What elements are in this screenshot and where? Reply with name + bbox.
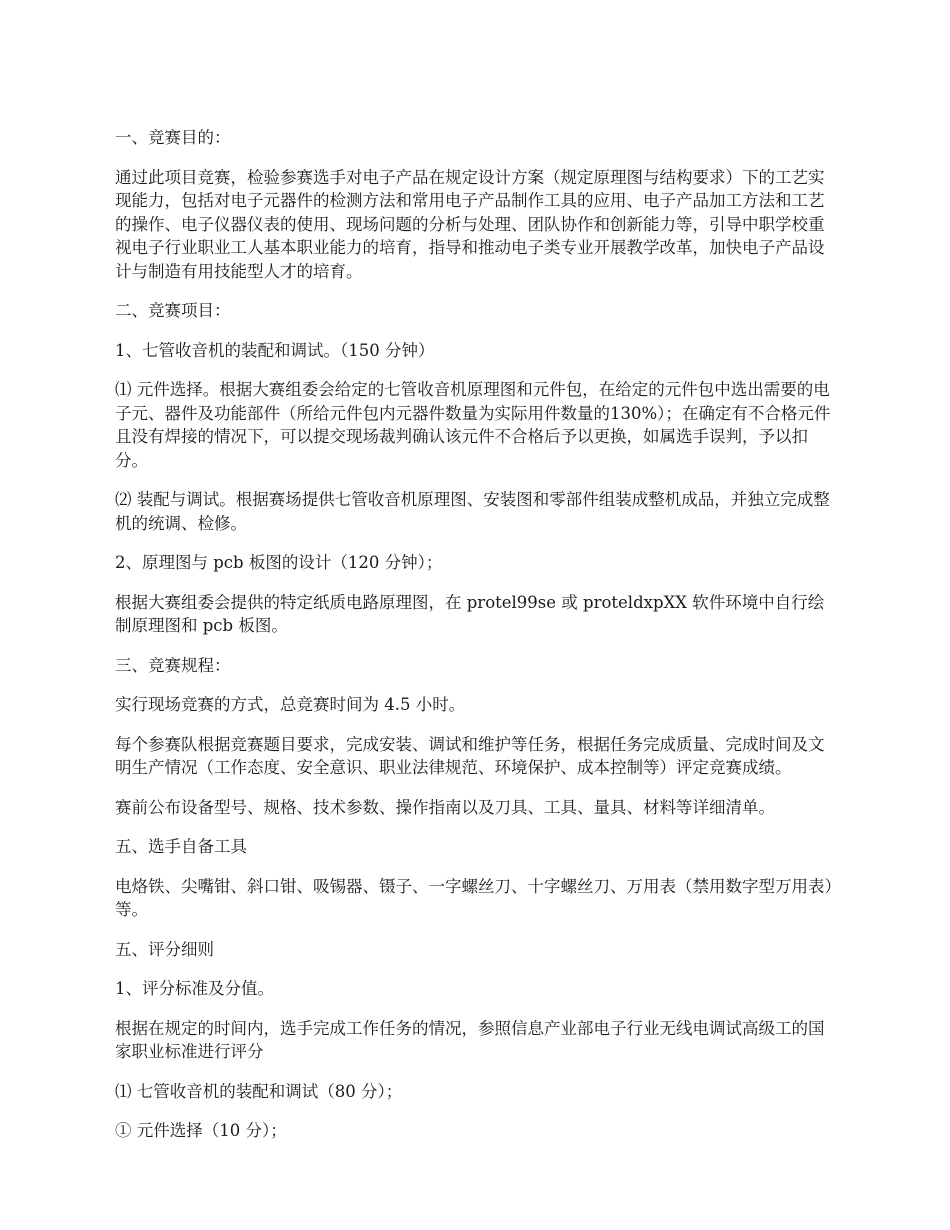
document-body: [115, 126, 840, 1159]
scoring-component-selection: ① 元件选择（10 分）；: [115, 1121, 287, 1140]
purpose-paragraph: 通过此项目竞赛，检验参赛选手对电子产品在规定设计方案（规定原理图与结构要求）下的工艺实现能力，包括对电子元器件的检测方法和常用电子产品制作工具的应用、电子产品加工方法和工艺的操作、电子仪器仪表的使用、现场问题的分析与处理、团队协作和创新能力等，引导中职学校重视电子行业职业工人基本职业能力的培育，指导和推动电子类专业开展教学改革，加快电子产品设计与制造有用技能型人才的培育。: [115, 167, 825, 281]
section-heading-purpose: 一、竞赛目的：: [115, 128, 231, 147]
scoring-standard-description: 根据在规定的时间内，选手完成工作任务的情况，参照信息产业部电子行业无线电调试高级工的国家职业标准进行评分: [115, 1018, 825, 1061]
rules-time: 实行现场竞赛的方式，总竞赛时间为 4.5 小时。: [115, 695, 466, 714]
section-heading-tools: 五、选手自备工具: [115, 837, 247, 856]
rules-scoring: 每个参赛队根据竞赛题目要求，完成安装、调试和维护等任务，根据任务完成质量、完成时间及文明生产情况（工作态度、安全意识、职业法律规范、环境保护、成本控制等）评定竞赛成绩。: [115, 734, 825, 777]
item-1-heading: 1、七管收音机的装配和调试。（150 分钟）: [115, 340, 435, 360]
item-1-assembly-debugging: ⑵ 装配与调试。根据赛场提供七管收音机原理图、安装图和零部件组装成整机成品，并独立完成整机的统调、检修。: [115, 490, 830, 533]
item-1-component-selection: ⑴ 元件选择。根据大赛组委会给定的七管收音机原理图和元件包，在给定的元件包中选出需要的电子元、器件及功能部件（所给元件包内元器件数量为实际用件数量的130%）；在确定有不合格元件且没有焊接的情况下，可以提交现场裁判确认该元件不合格后予以更换，如属选手误判，予以扣分。: [115, 380, 831, 470]
rules-equipment: 赛前公布设备型号、规格、技术参数、操作指南以及刀具、工具、量具、材料等详细清单。: [115, 797, 775, 817]
section-heading-rules: 三、竞赛规程：: [115, 655, 231, 675]
scoring-radio-assembly: ⑴ 七管收音机的装配和调试（80 分）；: [115, 1081, 403, 1101]
scoring-standard-heading: 1、评分标准及分值。: [115, 979, 274, 998]
tools-list: 电烙铁、尖嘴钳、斜口钳、吸锡器、镊子、一字螺丝刀、十字螺丝刀、万用表（禁用数字型万用表）等。: [115, 876, 833, 919]
section-heading-scoring: 五、评分细则: [115, 939, 214, 959]
section-heading-items: 二、竞赛项目：: [115, 301, 231, 320]
item-2-description: 根据大赛组委会提供的特定纸质电路原理图，在 protel99se 或 proteldxpXX 软件环境中自行绘制原理图和 pcb 板图。: [115, 592, 825, 635]
item-2-heading: 2、原理图与 pcb 板图的设计（120 分钟）；: [115, 553, 443, 572]
